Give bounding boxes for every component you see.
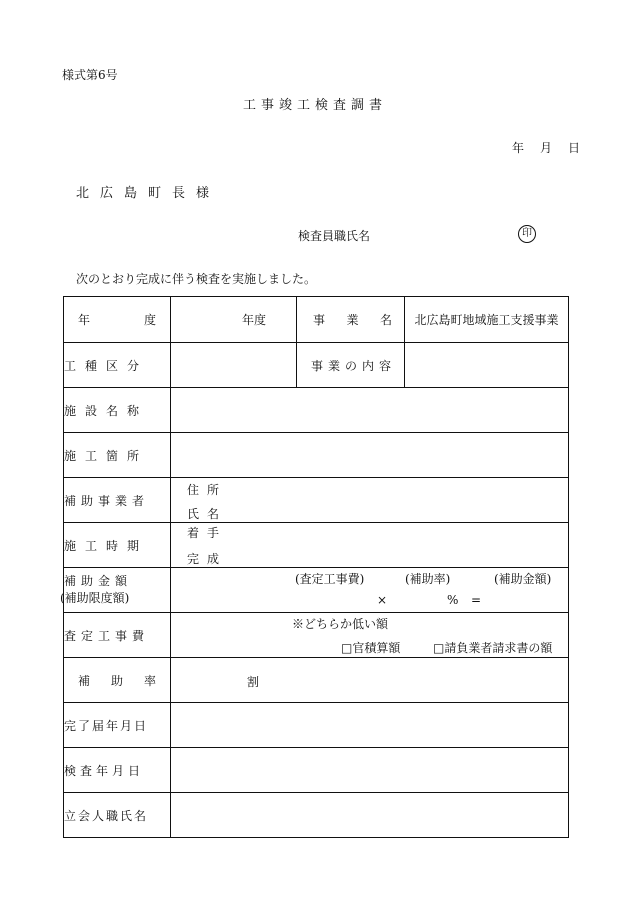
table-row	[64, 568, 569, 613]
project-name-value-cell[interactable]	[405, 297, 569, 343]
address-label: 住所	[187, 483, 228, 497]
work-type-value-cell[interactable]	[171, 343, 297, 388]
subsidy-amount-label: 補助金額	[64, 574, 133, 588]
facility-label-cell	[64, 388, 171, 433]
inspection-date-label-cell	[64, 748, 171, 793]
name-label: 氏名	[187, 507, 228, 521]
table-row	[64, 343, 569, 388]
work-type-label: 工種区分	[64, 358, 149, 373]
facility-label: 施設名称	[64, 403, 149, 418]
subsidy-limit-label: (補助限度額)	[60, 591, 130, 605]
period-label: 施工時期	[64, 538, 149, 553]
table-row	[64, 478, 569, 523]
facility-value-cell[interactable]	[171, 388, 569, 433]
work-type-label-cell	[64, 343, 171, 388]
table-row	[64, 523, 569, 568]
subsidy-rate-header: (補助率)	[405, 572, 451, 586]
operator-label: 補助事業者	[64, 493, 150, 508]
completion-label: 完成	[187, 552, 228, 566]
period-label-cell	[64, 523, 171, 568]
contractor-invoice-checkbox[interactable]: □請負業者請求書の額	[433, 641, 553, 655]
location-label: 施工箇所	[64, 448, 149, 463]
project-content-value-cell[interactable]	[405, 343, 569, 388]
assessed-cost-header: (査定工事費)	[295, 572, 365, 586]
subsidy-amount-label-cell	[60, 568, 171, 613]
lower-amount-note: ※どちらか低い額	[292, 617, 389, 631]
operator-label-cell	[64, 478, 171, 523]
document-title: 工事竣工検査調書	[242, 98, 387, 113]
assessed-cost-label-cell	[64, 613, 171, 658]
table-row	[64, 433, 569, 478]
times-sign: ×	[377, 593, 388, 607]
table-row	[64, 658, 569, 703]
inspection-table	[60, 296, 569, 838]
inspection-date-label: 検査年月日	[64, 763, 145, 778]
subsidy-rate-label-cell: 補 助 率	[64, 658, 171, 703]
subsidy-amount-value-cell[interactable]	[171, 568, 569, 613]
inspector-label: 検査員職氏名	[298, 229, 371, 243]
table-row	[64, 388, 569, 433]
completion-notice-label: 完了届年月日	[64, 718, 149, 733]
seal-mark: 印	[518, 225, 536, 243]
witness-label-cell	[64, 793, 171, 838]
table-row	[64, 613, 569, 658]
day-label: 日	[568, 141, 583, 155]
rate-unit: 割	[247, 675, 260, 689]
assessed-cost-label: 査定工事費	[64, 628, 150, 643]
date-line	[512, 139, 582, 156]
project-content-label: 事業の内容	[311, 358, 397, 373]
project-name-label-cell: 事 業 名	[297, 297, 405, 343]
equals-sign: =	[471, 593, 482, 607]
intro-text: 次のとおり完成に伴う検査を実施しました。	[76, 272, 317, 286]
fiscal-year-value-cell[interactable]	[171, 297, 297, 343]
period-value-cell[interactable]	[171, 523, 569, 568]
table-row	[64, 297, 569, 343]
table-row	[64, 703, 569, 748]
year-label: 年	[512, 141, 527, 155]
witness-label: 立会人職氏名	[64, 808, 149, 823]
fiscal-year-label-cell: 年 度	[64, 297, 171, 343]
official-estimate-checkbox[interactable]: □官積算額	[341, 641, 401, 655]
percent-sign: %	[447, 593, 459, 607]
project-content-label-cell	[297, 343, 405, 388]
location-label-cell	[64, 433, 171, 478]
fiscal-year-suffix: 年度	[241, 313, 266, 327]
form-number: 様式第6号	[62, 68, 118, 82]
subsidy-amount-header: (補助金額)	[494, 572, 552, 586]
addressee: 北広島町長様	[76, 186, 221, 201]
start-label: 着手	[187, 526, 228, 540]
table-row	[64, 748, 569, 793]
assessed-cost-value-cell[interactable]	[171, 613, 569, 658]
table-row	[64, 793, 569, 838]
completion-notice-label-cell	[64, 703, 171, 748]
project-name-value: 北広島町地域施工支援事業	[414, 313, 559, 327]
location-value-cell[interactable]	[171, 433, 569, 478]
month-label: 月	[540, 141, 555, 155]
subsidy-rate-value-cell[interactable]	[171, 658, 569, 703]
completion-notice-value-cell[interactable]	[171, 703, 569, 748]
operator-value-cell[interactable]	[171, 478, 569, 523]
witness-value-cell[interactable]	[171, 793, 569, 838]
inspection-date-value-cell[interactable]	[171, 748, 569, 793]
